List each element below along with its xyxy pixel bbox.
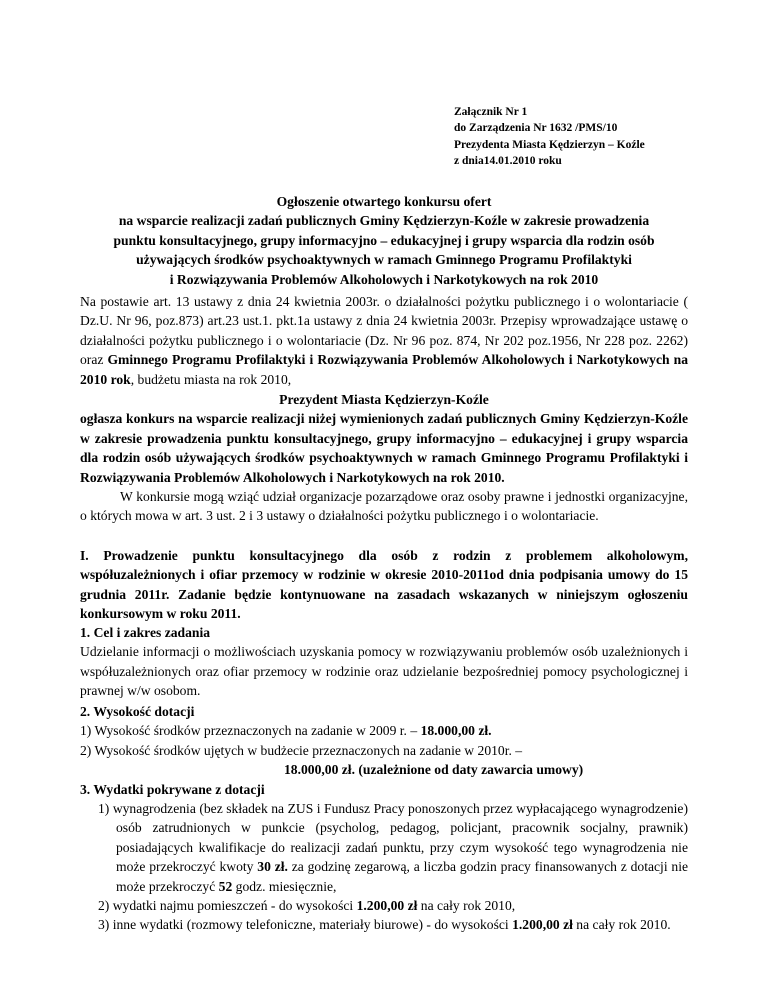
goal-text: Udzielanie informacji o możliwościach uzyskania pomocy w rozwiązywaniu problemów osób uzależnionych i współuzależnionych oraz ofiar przemocy w rodzinie oraz udzielanie bezpośredniej pomocy psychologicznej i prawnej w/w osobom.	[80, 644, 688, 699]
expense-item-3	[98, 915, 688, 934]
annex-line: Prezydenta Miasta Kędzierzyn – Koźle	[454, 138, 645, 151]
expense-item-1	[98, 799, 688, 896]
grant-line-2: 2) Wysokość środków ujętych w budżecie przeznaczonych na zadanie w 2010r. –	[80, 742, 523, 758]
expense-item-3-tail: na cały rok 2010.	[572, 917, 671, 933]
grant-line-1	[80, 721, 688, 740]
title-line: punktu konsultacyjnego, grupy informacyjno – edukacyjnej i grupy wsparcia dla rodzin osób	[113, 232, 655, 248]
goal-section	[80, 623, 688, 701]
expense-item-2-tail: na cały rok 2010,	[417, 898, 516, 914]
expense-item-2	[98, 896, 688, 915]
expense-item-3-text: 3) inne wydatki (rozmowy telefoniczne, materiały biurowe) - do wysokości	[98, 917, 513, 933]
other-expenses-amount: 1.200,00 zł	[512, 917, 573, 933]
announcement-text: ogłasza konkurs na wsparcie realizacji niżej wymienionych zadań publicznych Gminy Kędzierzyn-Koźle w zakresie prowadzenia punktu konsultacyjnego, grupy informacyjno – edukacyjnej i grupy wsparcia dla rodzin osób używających środków psychoaktywnych w ramach Gminnego Programu Profilaktyki i Rozwiązywania Problemów Alkoholowych i Narkotykowych na rok 2010.	[80, 411, 688, 485]
expense-item-1-text: 1) wynagrodzenia (bez składek na ZUS i Fundusz Pracy ponoszonych przez wypłacającego wynagrodzenie) osób zatrudnionych w punkcie (psycholog, pedagog, policjant, pracownik socjalny, prawnik) posiadających kwalifikacje do realizacji zadań punktu, przy czym wysokość tego wynagrodzenia nie może przekroczyć kwoty	[98, 801, 688, 875]
expenses-heading: 3. Wydatki pokrywane z dotacji	[80, 782, 265, 797]
annex-line: do Zarządzenia Nr 1632 /PMS/10	[454, 122, 618, 135]
announcement-paragraph	[80, 390, 688, 487]
document-title	[80, 192, 688, 289]
grant-line-1-text: 1) Wysokość środków przeznaczonych na zadanie w 2009 r. –	[80, 723, 421, 739]
goal-heading: 1. Cel i zakres zadania	[80, 625, 211, 640]
grant-heading: 2. Wysokość dotacji	[80, 704, 195, 719]
title-line: i Rozwiązywania Problemów Alkoholowych i Narkotykowych na rok 2010	[169, 271, 599, 287]
title-line: używających środków psychoaktywnych w ramach Gminnego Programu Profilaktyki	[136, 252, 632, 268]
title-line: na wsparcie realizacji zadań publicznych Gminy Kędzierzyn-Koźle w zakresie prowadzenia	[118, 213, 650, 229]
expense-item-1-text-b: za godzinę zegarową, a liczba godzin pracy finansowanych z dotacji nie może przekroczyć	[116, 859, 689, 894]
legal-basis-paragraph	[80, 292, 688, 389]
hourly-rate: 30 zł.	[257, 859, 288, 875]
expense-item-1-text-c: godz. miesięcznie,	[232, 878, 337, 894]
announcement-heading: Prezydent Miasta Kędzierzyn-Koźle	[279, 392, 489, 407]
legal-basis-text: Na postawie art. 13 ustawy z dnia 24 kwietnia 2003r. o działalności pożytku publicznego i o wolontariacie ( Dz.U. Nr 96, poz.873) art.23 ust.1. pkt.1a ustawy z dnia 24 kwietnia 2003r. Przepisy wprowadzające ustawę o działalności pożytku publicznego i o wolontariacie (Dz. Nr 96 poz. 874, Nr 202 poz.1956, Nr 228 poz. 2262) oraz	[80, 294, 688, 368]
annex-line: Załącznik Nr 1	[454, 106, 528, 118]
eligibility-paragraph: W konkursie mogą wziąć udział organizacje pozarządowe oraz osoby prawne i jednostki organizacyjne, o których mowa w art. 3 ust. 2 i 3 ustawy o działalności pożytku publicznego i o wolontariacie.	[80, 489, 688, 524]
program-name: Gminnego Programu Profilaktyki i Rozwiązywania Problemów Alkoholowych i Narkotykowych na 2010 rok	[80, 352, 688, 387]
monthly-hours: 52	[218, 878, 233, 894]
annex-header	[454, 104, 645, 169]
grant-section	[80, 702, 688, 780]
expenses-list	[98, 799, 688, 935]
grant-2010-amount: 18.000,00 zł. (uzależnione od daty zawarcia umowy)	[284, 762, 584, 778]
grant-2009-amount: 18.000,00 zł.	[420, 723, 492, 739]
annex-line: z dnia14.01.2010 roku	[454, 154, 562, 167]
title-line: Ogłoszenie otwartego konkursu ofert	[276, 194, 492, 209]
expense-item-2-text: 2) wydatki najmu pomieszczeń - do wysokości	[98, 898, 357, 914]
section-1-heading: I. Prowadzenie punktu konsultacyjnego dla osób z rodzin z problemem alkoholowym, współuzależnionych i ofiar przemocy w rodzinie w okresie 2010-2011od dnia podpisania umowy do 15 grudnia 2011r. Zadanie będzie kontynuowane na zasadach wskazanych w niniejszym ogłoszeniu konkursowym w roku 2011.	[80, 548, 688, 622]
rent-amount: 1.200,00 zł	[356, 898, 418, 914]
legal-basis-tail: , budżetu miasta na rok 2010,	[130, 371, 292, 387]
